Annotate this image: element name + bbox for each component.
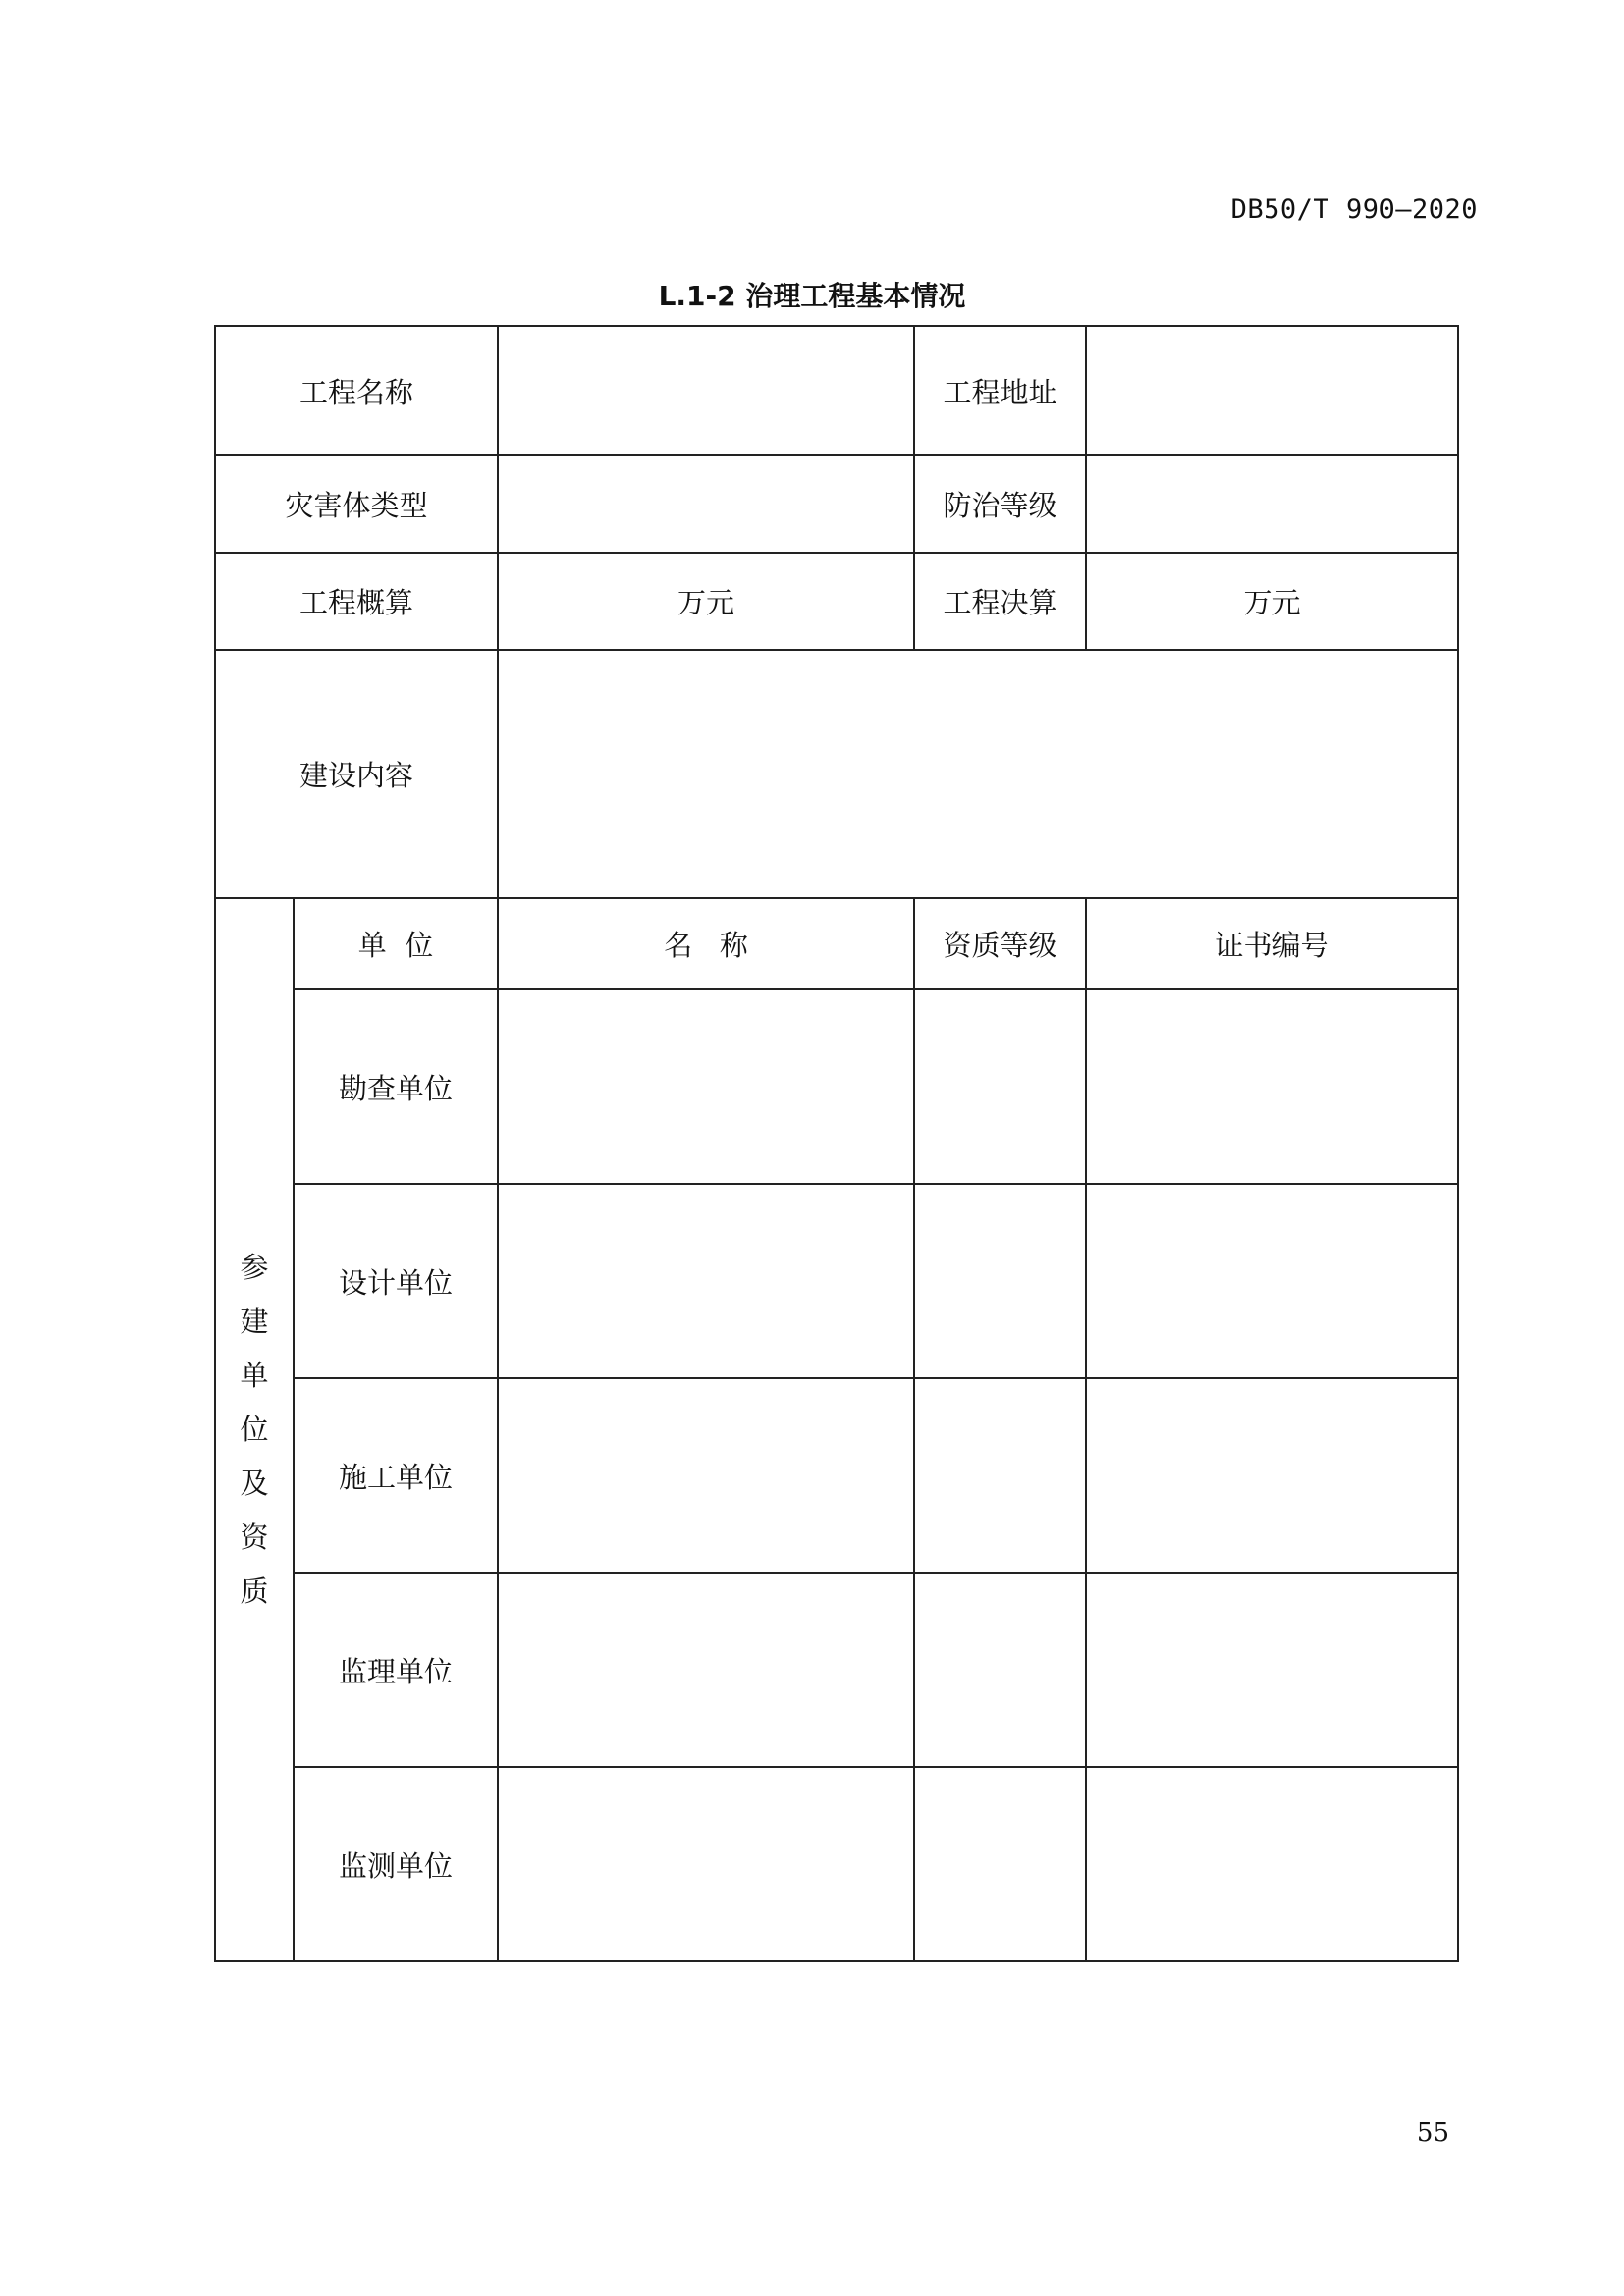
final-account-unit: 万元 — [1243, 586, 1301, 619]
participating-units-group-label — [215, 898, 294, 1961]
table-row — [215, 1184, 1458, 1378]
hazard-type-label: 灾害体类型 — [215, 455, 498, 553]
project-name-field[interactable] — [498, 326, 914, 455]
qualification-field[interactable] — [914, 989, 1086, 1184]
qualification-field[interactable] — [914, 1184, 1086, 1378]
table-row — [215, 455, 1458, 553]
table-row — [215, 1767, 1458, 1961]
certificate-field[interactable] — [1086, 989, 1458, 1184]
table-row — [215, 650, 1458, 898]
project-address-label: 工程地址 — [914, 326, 1086, 455]
unit-name-field[interactable] — [498, 1184, 914, 1378]
group-label-char: 建 — [240, 1305, 269, 1338]
qualification-column-header: 资质等级 — [914, 898, 1086, 989]
certificate-field[interactable] — [1086, 1573, 1458, 1767]
unit-column-header: 单 位 — [294, 898, 498, 989]
hazard-type-field[interactable] — [498, 455, 914, 553]
budget-unit: 万元 — [677, 586, 735, 619]
supervision-unit-label: 监理单位 — [294, 1573, 498, 1767]
budget-label: 工程概算 — [215, 553, 498, 650]
unit-name-field[interactable] — [498, 1573, 914, 1767]
group-label-char: 质 — [240, 1575, 269, 1608]
certificate-field[interactable] — [1086, 1184, 1458, 1378]
table-row — [215, 1378, 1458, 1573]
qualification-field[interactable] — [914, 1573, 1086, 1767]
group-label-char: 单 — [240, 1359, 269, 1392]
table-title: L.1-2 治理工程基本情况 — [658, 280, 966, 312]
page-number: 55 — [1416, 2118, 1449, 2148]
prevention-level-label: 防治等级 — [914, 455, 1086, 553]
final-account-field[interactable] — [1086, 553, 1458, 650]
qualification-field[interactable] — [914, 1767, 1086, 1961]
unit-name-field[interactable] — [498, 1378, 914, 1573]
final-account-label: 工程决算 — [914, 553, 1086, 650]
design-unit-label: 设计单位 — [294, 1184, 498, 1378]
monitoring-unit-label: 监测单位 — [294, 1767, 498, 1961]
group-label-char: 及 — [240, 1467, 269, 1500]
construction-unit-label: 施工单位 — [294, 1378, 498, 1573]
table-row — [215, 989, 1458, 1184]
certificate-field[interactable] — [1086, 1378, 1458, 1573]
survey-unit-label: 勘查单位 — [294, 989, 498, 1184]
project-address-field[interactable] — [1086, 326, 1458, 455]
unit-name-field[interactable] — [498, 1767, 914, 1961]
prevention-level-field[interactable] — [1086, 455, 1458, 553]
construction-content-field[interactable] — [498, 650, 1458, 898]
certificate-column-header: 证书编号 — [1086, 898, 1458, 989]
construction-content-label: 建设内容 — [215, 650, 498, 898]
group-label-char: 参 — [240, 1251, 269, 1284]
name-column-header: 名 称 — [498, 898, 914, 989]
table-row — [215, 553, 1458, 650]
project-info-table — [214, 325, 1459, 1962]
qualification-field[interactable] — [914, 1378, 1086, 1573]
budget-field[interactable] — [498, 553, 914, 650]
unit-name-field[interactable] — [498, 989, 914, 1184]
table-row — [215, 326, 1458, 455]
project-name-label: 工程名称 — [215, 326, 498, 455]
table-row — [215, 1573, 1458, 1767]
group-label-char: 资 — [240, 1521, 269, 1554]
certificate-field[interactable] — [1086, 1767, 1458, 1961]
document-code: DB50/T 990—2020 — [1230, 194, 1478, 225]
group-label-char: 位 — [240, 1413, 269, 1446]
table-row — [215, 898, 1458, 989]
